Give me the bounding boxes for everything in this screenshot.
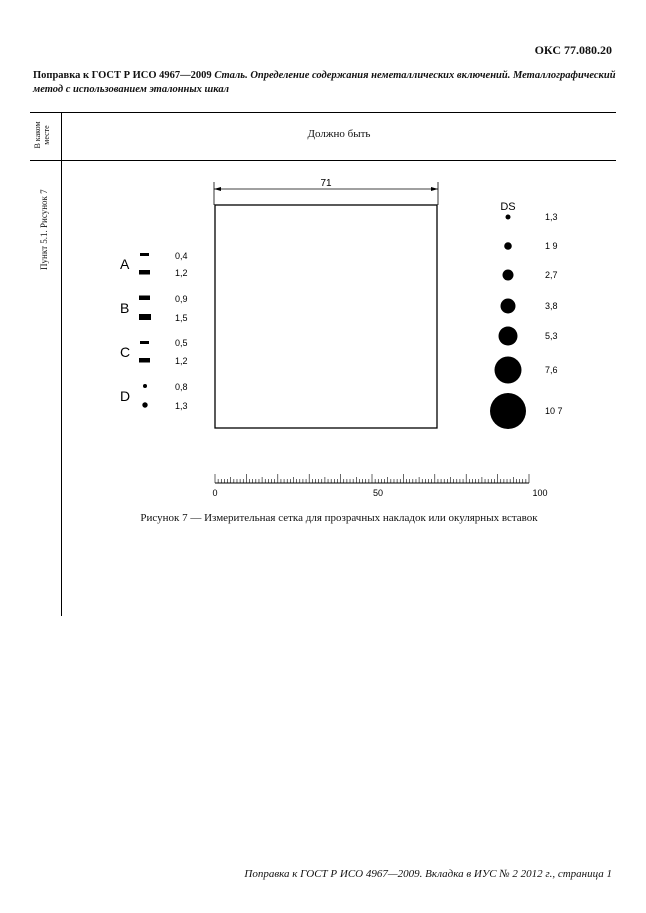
ds-circle-3 <box>503 270 514 281</box>
ds-circle-7 <box>490 393 526 429</box>
ds-circle-4 <box>501 299 516 314</box>
column-header-location: В каком месте <box>33 121 51 149</box>
heading-title: Сталь. Определение содержания неметаллических включений. Металлографический метод с использованием эталонных шкал <box>33 70 616 95</box>
scale-label-100: 100 <box>532 488 548 498</box>
group-c-value-2: 1,2 <box>175 356 188 366</box>
group-c-value-1: 0,5 <box>175 338 188 348</box>
arrow-right-icon <box>431 187 438 191</box>
group-b-mark-2 <box>139 314 151 320</box>
ds-value-4: 3,8 <box>545 301 558 311</box>
scale-label-0: 0 <box>212 488 218 498</box>
group-d-mark-1 <box>143 384 147 388</box>
group-d-value-2: 1,3 <box>175 401 188 411</box>
figure-caption: Рисунок 7 — Измерительная сетка для прозрачных накладок или окулярных вставок <box>140 512 538 524</box>
figure-7 <box>62 161 616 506</box>
group-c-letter: C <box>120 344 131 360</box>
ds-value-5: 5,3 <box>545 331 558 341</box>
column-header-must-be: Должно быть <box>307 128 371 140</box>
group-b-value-1: 0,9 <box>175 294 188 304</box>
dimension-label: 71 <box>320 178 332 189</box>
group-a-letter: A <box>120 256 130 272</box>
group-b-letter: B <box>120 300 130 316</box>
group-b-mark-1 <box>139 296 150 301</box>
group-a-value-1: 0,4 <box>175 251 188 261</box>
ds-value-7: 10 7 <box>545 406 563 416</box>
group-d-mark-2 <box>142 402 147 407</box>
group-c-mark-2 <box>139 358 150 363</box>
arrow-left-icon <box>214 187 221 191</box>
ds-circle-5 <box>499 327 518 346</box>
ds-circle-1 <box>506 215 511 220</box>
group-b-value-2: 1,5 <box>175 313 188 323</box>
row-label: Пункт 5.1. Рисунок 7 <box>39 189 49 270</box>
scale-label-50: 50 <box>372 488 384 498</box>
ds-circle-2 <box>504 242 512 250</box>
ds-circle-6 <box>495 357 522 384</box>
amendment-heading <box>33 69 619 97</box>
scale-ruler <box>215 474 529 483</box>
group-c-mark-1 <box>140 341 149 344</box>
ds-value-2: 1 9 <box>545 241 558 251</box>
group-a-value-2: 1,2 <box>175 268 188 278</box>
heading-lead: Поправка к ГОСТ Р ИСО 4967—2009 <box>33 70 215 81</box>
oks-code: ОКС 77.080.20 <box>534 43 612 57</box>
group-d-value-1: 0,8 <box>175 382 188 392</box>
page-footer: Поправка к ГОСТ Р ИСО 4967—2009. Вкладка в ИУС № 2 2012 г., страница 1 <box>244 868 612 880</box>
ds-value-6: 7,6 <box>545 365 558 375</box>
ds-label: DS <box>500 201 516 213</box>
ds-value-3: 2,7 <box>545 270 558 280</box>
group-a-mark-1 <box>140 253 149 256</box>
group-d-letter: D <box>120 388 131 404</box>
group-a-mark-2 <box>139 270 150 275</box>
table-top-rule <box>30 112 616 113</box>
ds-value-1: 1,3 <box>545 212 558 222</box>
measuring-square <box>215 205 437 428</box>
